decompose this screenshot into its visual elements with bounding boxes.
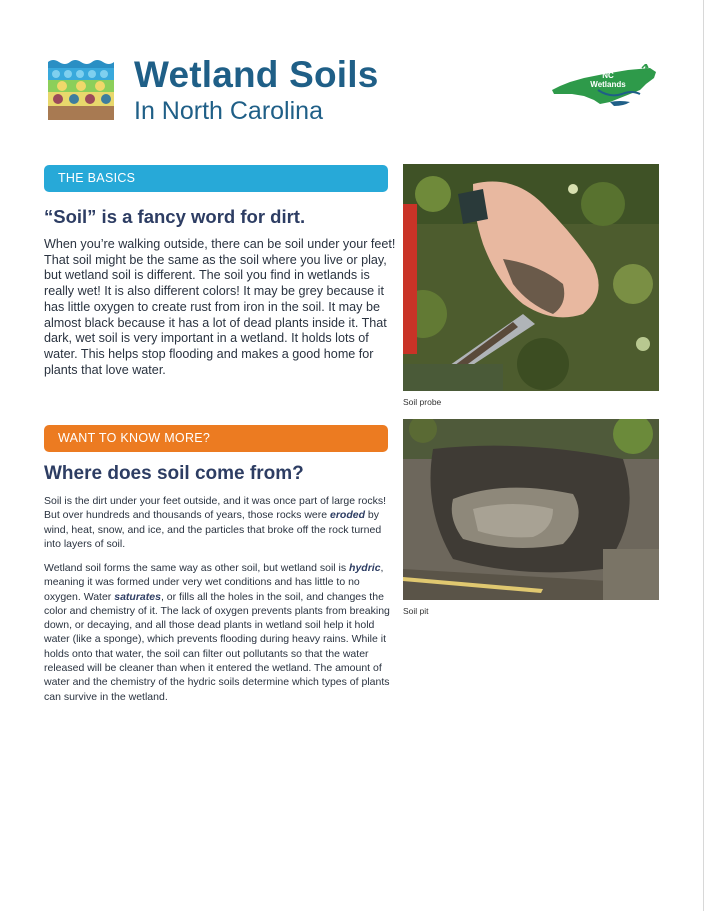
basics-heading: “Soil” is a fancy word for dirt. — [44, 206, 306, 227]
nc-wetlands-logo — [550, 64, 660, 108]
more-heading: Where does soil come from? — [44, 463, 304, 484]
section-label-basics: THE BASICS — [44, 165, 388, 192]
text-run: by wind, heat, snow, and ice, and the particles that broke off the rock turned into layers of soil. — [44, 509, 382, 550]
soil-pit-caption: Soil pit — [403, 606, 429, 616]
text-run: , meaning it was formed under very wet conditions and has little to no oxygen. Water — [44, 562, 384, 603]
more-paragraph-2 — [44, 561, 396, 704]
soil-probe-caption: Soil probe — [403, 397, 442, 407]
text-run: Wetland soil forms the same way as other soil, but wetland soil is — [44, 562, 350, 574]
nc-logo-text-wetlands: Wetlands — [590, 80, 626, 89]
nc-logo-text-nc: NC — [602, 71, 614, 80]
term-saturates: saturates — [114, 590, 161, 603]
page-edge — [703, 0, 704, 911]
basics-paragraph: When you’re walking outside, there can be soil under your feet! That soil might be the same as the soil where you live or play, but wetland soil is different. The soil you find in wetlands is really wet! It is also different colors! It may be grey because it has little oxygen to create rust from iron in the soil. It may be almost black because it has a lot of dead plants inside it. That dark, wet soil is very important in a wetland. It holds lots of water. This helps stop flooding and makes a good home for plants that love water. — [44, 237, 396, 377]
more-paragraph-1 — [44, 494, 396, 551]
page-title: Wetland Soils — [134, 54, 379, 95]
text-run: Soil is the dirt under your feet outside, and it was once part of large rocks! But over hundreds and thousands of years, those rocks were — [44, 495, 387, 522]
text-run: , or fills all the holes in the soil, and changes the color and chemistry of it. The lack of oxygen prevents plants from breaking down, or decaying, and all those dead plants in wetland soil help it hold water (like a sponge), which prevents flooding during heavy rains. While it holds onto that water, the soil can filter out pollutants so that the water released will be cleaner than when it entered the wetland. The amount of water and the chemistry of the hydric soils determine which types of plants can survive in the wetland. — [44, 590, 390, 703]
term-eroded: eroded — [330, 509, 366, 522]
soil-probe-photo — [403, 164, 659, 391]
section-label-more: WANT TO KNOW MORE? — [44, 425, 388, 452]
soil-layers-icon — [48, 58, 114, 120]
soil-pit-photo — [403, 419, 659, 600]
term-hydric: hydric — [349, 562, 381, 574]
page-subtitle: In North Carolina — [134, 97, 323, 125]
